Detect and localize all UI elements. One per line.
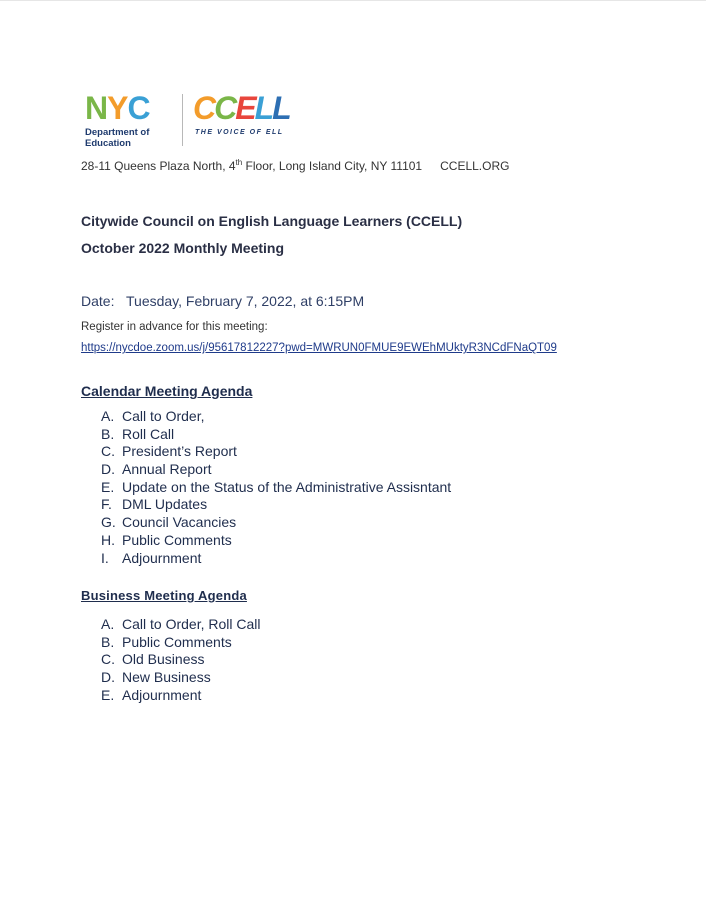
list-text: Call to Order, Roll Call bbox=[122, 616, 261, 632]
list-letter: I. bbox=[101, 549, 109, 566]
list-item bbox=[101, 532, 451, 550]
address-street bbox=[81, 159, 422, 173]
list-text: Public Comments bbox=[122, 531, 232, 548]
address-street-start: 28-11 Queens Plaza North, 4 bbox=[81, 159, 236, 173]
date-label: Date: bbox=[81, 293, 115, 309]
list-item bbox=[101, 426, 451, 444]
list-text: Public Comments bbox=[122, 633, 232, 650]
list-item bbox=[101, 461, 451, 479]
list-letter: F. bbox=[101, 496, 112, 513]
logo-divider bbox=[182, 94, 183, 146]
ccell-logo bbox=[193, 92, 290, 124]
list-text: Call to Order, bbox=[122, 408, 205, 424]
list-text: President’s Report bbox=[122, 443, 237, 460]
list-text: Roll Call bbox=[122, 425, 175, 442]
meeting-date bbox=[81, 293, 364, 309]
address-street-sup: th bbox=[235, 158, 243, 167]
list-letter: B. bbox=[101, 425, 115, 442]
list-item bbox=[101, 514, 451, 532]
list-item bbox=[101, 479, 451, 497]
list-letter: D. bbox=[101, 461, 115, 478]
list-text: Adjournment bbox=[122, 686, 202, 703]
department-line-2: Education bbox=[85, 138, 131, 149]
list-item bbox=[101, 634, 261, 652]
zoom-meeting-link[interactable]: https://nycdoe.zoom.us/j/95617812227?pwd=MWRUN0FMUE9EWEhMUktyR3NCdFNaQT09 bbox=[81, 342, 557, 354]
list-item bbox=[101, 496, 451, 514]
list-text: DML Updates bbox=[122, 496, 208, 513]
meeting-title: October 2022 Monthly Meeting bbox=[81, 240, 285, 256]
header-logos bbox=[85, 92, 305, 152]
date-value: Tuesday, February 7, 2022, at 6:15PM bbox=[126, 293, 365, 309]
nyc-letter-y: Y bbox=[107, 90, 128, 126]
list-text: Update on the Status of the Administrative Assisntant bbox=[122, 478, 452, 495]
address-street-end: Floor, Long Island City, NY 11101 bbox=[242, 159, 423, 173]
ccell-letter-3: E bbox=[235, 90, 255, 126]
address-line bbox=[81, 158, 509, 173]
ccell-tagline: THE VOICE OF ELL bbox=[195, 129, 284, 136]
calendar-agenda-list bbox=[101, 408, 451, 567]
list-item bbox=[101, 616, 261, 634]
nyc-logo bbox=[85, 92, 150, 124]
website-link[interactable]: CCELL.ORG bbox=[440, 159, 510, 173]
list-item bbox=[101, 408, 451, 426]
list-letter: A. bbox=[101, 408, 115, 424]
list-letter: G. bbox=[101, 514, 116, 531]
register-text: Register in advance for this meeting: bbox=[81, 321, 268, 333]
department-label bbox=[85, 127, 149, 149]
list-text: Annual Report bbox=[122, 461, 212, 478]
list-text: New Business bbox=[122, 669, 211, 686]
list-item bbox=[101, 669, 261, 687]
ccell-letter-4: L bbox=[254, 90, 273, 126]
department-line-1: Department of bbox=[85, 127, 150, 138]
list-letter: E. bbox=[101, 478, 115, 495]
nyc-letter-n: N bbox=[85, 90, 108, 126]
list-text: Adjournment bbox=[122, 549, 202, 566]
list-letter: C. bbox=[101, 443, 115, 460]
business-agenda-list bbox=[101, 616, 261, 704]
list-letter: D. bbox=[101, 669, 115, 686]
list-letter: C. bbox=[101, 651, 115, 668]
list-text: Council Vacancies bbox=[122, 514, 237, 531]
list-letter: E. bbox=[101, 686, 115, 703]
list-text: Old Business bbox=[122, 651, 205, 668]
list-letter: A. bbox=[101, 616, 115, 632]
page-top-border bbox=[0, 0, 706, 1]
list-letter: H. bbox=[101, 531, 115, 548]
list-item bbox=[101, 651, 261, 669]
business-agenda-heading: Business Meeting Agenda bbox=[81, 588, 247, 603]
ccell-letter-5: L bbox=[272, 90, 290, 126]
list-item bbox=[101, 443, 451, 461]
ccell-letter-1: C bbox=[193, 90, 215, 126]
nyc-letter-c: C bbox=[127, 90, 150, 126]
list-letter: B. bbox=[101, 633, 115, 650]
list-item bbox=[101, 550, 451, 568]
calendar-agenda-heading: Calendar Meeting Agenda bbox=[81, 383, 253, 399]
list-item bbox=[101, 687, 261, 705]
council-title: Citywide Council on English Language Learners (CCELL) bbox=[81, 213, 463, 229]
ccell-letter-2: C bbox=[214, 90, 236, 126]
